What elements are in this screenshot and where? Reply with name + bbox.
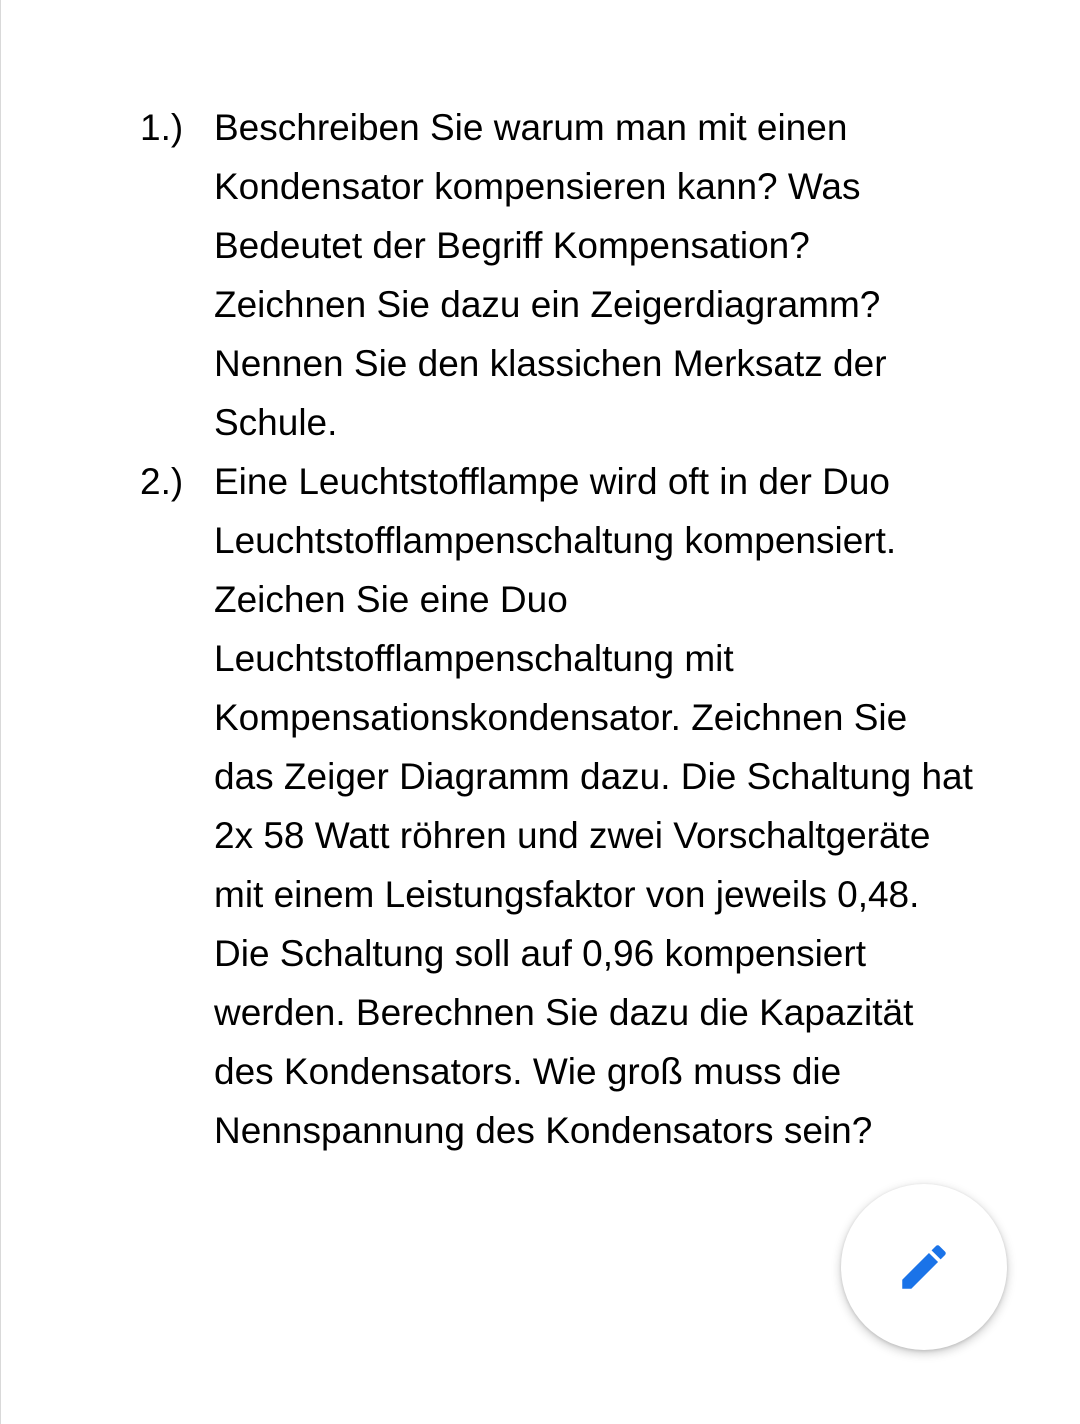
- question-line: des Kondensators. Wie groß muss die: [214, 1051, 842, 1092]
- question-line: Eine Leuchtstofflampe wird oft in der Duo: [214, 461, 890, 502]
- question-text: [214, 98, 1080, 452]
- question-line: Die Schaltung soll auf 0,96 kompensiert: [214, 933, 866, 974]
- question-line: Zeichen Sie eine Duo: [214, 579, 568, 620]
- question-text: [214, 452, 1080, 1160]
- question-line: Kondensator kompensieren kann? Was: [214, 166, 861, 207]
- question-line: 2x 58 Watt röhren und zwei Vorschaltgeräte: [214, 815, 931, 856]
- question-line: Leuchtstofflampenschaltung kompensiert.: [214, 520, 897, 561]
- question-number: 2.): [140, 461, 184, 502]
- document-content: [0, 98, 1080, 1160]
- question-2: [0, 452, 1080, 1160]
- question-line: Nennspannung des Kondensators sein?: [214, 1110, 873, 1151]
- question-line: Kompensationskondensator. Zeichnen Sie: [214, 697, 908, 738]
- pencil-edit-icon: [895, 1238, 953, 1296]
- question-line: mit einem Leistungsfaktor von jeweils 0,48.: [214, 874, 920, 915]
- question-number: 1.): [140, 107, 184, 148]
- question-line: Bedeutet der Begriff Kompensation?: [214, 225, 810, 266]
- question-line: Beschreiben Sie warum man mit einen: [214, 107, 848, 148]
- question-line: Leuchtstofflampenschaltung mit: [214, 638, 734, 679]
- question-line: Zeichnen Sie dazu ein Zeigerdiagramm?: [214, 284, 881, 325]
- question-line: das Zeiger Diagramm dazu. Die Schaltung hat: [214, 756, 973, 797]
- question-1: [0, 98, 1080, 452]
- question-line: Schule.: [214, 402, 338, 443]
- question-line: werden. Berechnen Sie dazu die Kapazität: [214, 992, 914, 1033]
- edit-fab-button[interactable]: [841, 1184, 1007, 1350]
- question-line: Nennen Sie den klassichen Merksatz der: [214, 343, 887, 384]
